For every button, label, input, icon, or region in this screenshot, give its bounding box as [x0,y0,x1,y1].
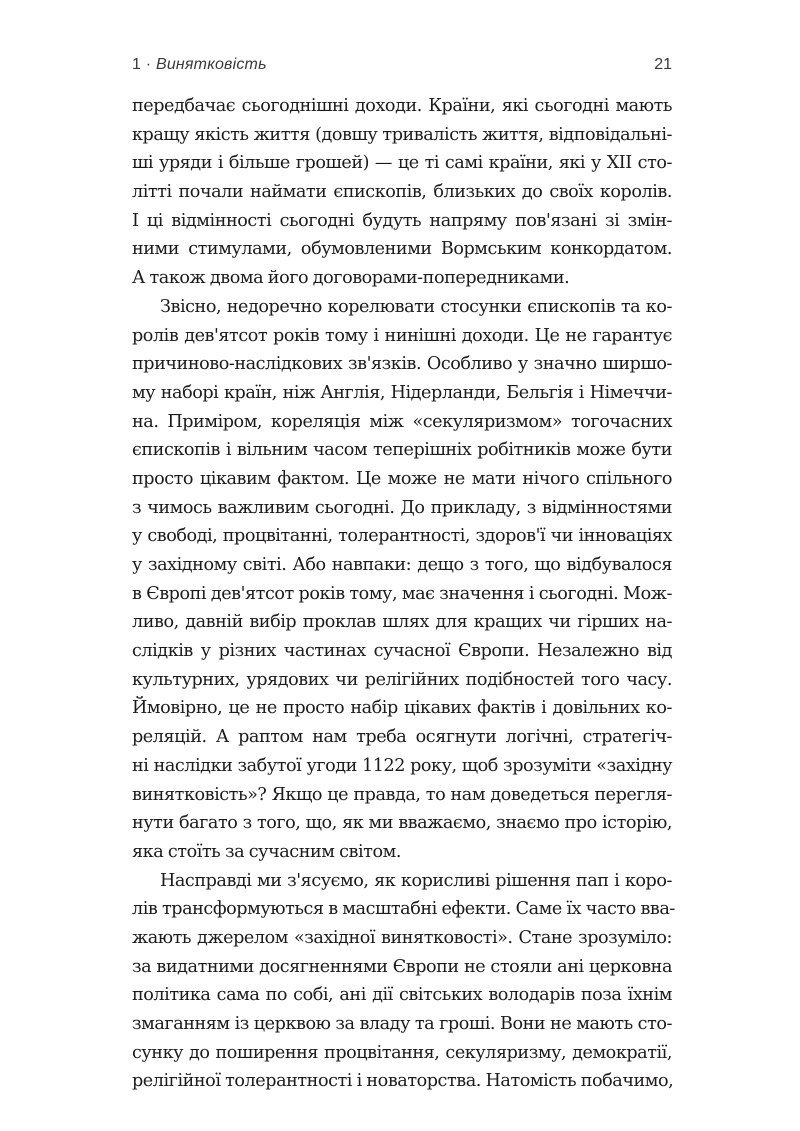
text-line: Насправді ми з'ясуємо, як корисливі рішення пап і коро- [160,870,672,891]
text-line: му наборі країн, ніж Англія, Нідерланди, Бельгія і Німеччи- [132,382,672,403]
text-line: слідків у різних частинах сучасної Європи. Незалежно від [132,641,672,662]
text-line: в Європі дев'ятсот років тому, має значення і сьогодні. Мож- [132,583,672,604]
separator: · [145,56,152,73]
text-line: передбачає сьогоднішні доходи. Країни, які сьогодні мають [132,96,672,116]
paragraph [132,92,672,293]
text-line: причиново-наслідкових зв'язків. Особливо у значно ширшо- [132,354,672,375]
text-line: лів трансформуються в масштабні ефекти. Саме їх часто вва- [132,899,675,920]
text-line: просто цікавим фактом. Це може не мати нічого спільного [132,468,672,489]
text-line: нути багато з того, що, як ми вважаємо, знаємо про історію, [132,813,672,834]
text-line: І ці відмінності сьогодні будуть напряму пов'язані зі змін- [132,210,672,231]
text-line: ливо, давній вибір проклав шлях для кращих чи гірших на- [132,612,672,633]
text-line: у західному світі. Або навпаки: дещо з того, що відбувалося [132,555,672,575]
text-line: жають джерелом «західної винятковості». Стане зрозуміло: [132,927,672,948]
paragraph [132,293,672,867]
text-line: релігійної толерантності і новаторства. Натомість побачимо, [132,1071,674,1092]
text-line: ними стимулами, обумовленими Вормським конкордатом. [132,239,672,260]
text-line: ролів дев'ятсот років тому і нинішні доходи. Це не гарантує [132,325,672,346]
text-line: у свободі, процвітанні, толерантності, здоров'ї чи інноваціях [132,526,672,547]
text-line: змаганням із церквою за владу та гроші. Вони не мають сто- [132,1014,672,1034]
text-line: літті почали наймати єпископів, близьких до своїх королів. [132,182,672,203]
paragraph [132,867,675,1097]
chapter-heading [132,56,267,74]
text-line: єпископів і вільним часом теперішніх робітників може бути [132,440,672,461]
chapter-number: 1 [132,56,142,73]
text-line: культурних, урядових чи релігійних подібностей того часу. [132,669,672,690]
text-line: ні наслідки забутої угоди 1122 року, щоб зрозуміти «західну [132,755,672,776]
text-line: ші уряди і більше грошей) — це ті самі країни, які у XII сто- [132,153,672,174]
text-line: Звісно, недоречно корелювати стосунки єпископів та ко- [160,296,672,317]
body-text [132,92,675,1096]
text-line: політика сама по собі, ані дії світських володарів поза їхнім [132,985,672,1006]
text-line: за видатними досягненнями Європи не стояли ані церковна [132,956,672,977]
text-line: сунку до поширення процвітання, секуляризму, демократії, [132,1042,672,1063]
running-head [132,56,672,80]
text-line: реляцій. А раптом нам треба осягнути логічні, стратегіч- [132,727,672,748]
text-line: яка стоїть за сучасним світом. [132,841,401,862]
text-line: А також двома його договорами-попередниками. [132,268,570,289]
text-line: винятковість»? Якщо це правда, то нам доведеться перегля- [132,784,672,805]
text-line: з чимось важливим сьогодні. До прикладу, з відмінностями [132,497,672,518]
text-line: Ймовірно, це не просто набір цікавих фактів і довільних ко- [132,698,672,719]
page-number: 21 [654,56,672,73]
chapter-title: Винятковість [155,56,267,73]
text-line: кращу якість життя (довшу тривалість життя, відповідальні- [132,124,672,145]
text-line: на. Приміром, кореляція між «секуляризмом» тогочасних [132,411,672,432]
